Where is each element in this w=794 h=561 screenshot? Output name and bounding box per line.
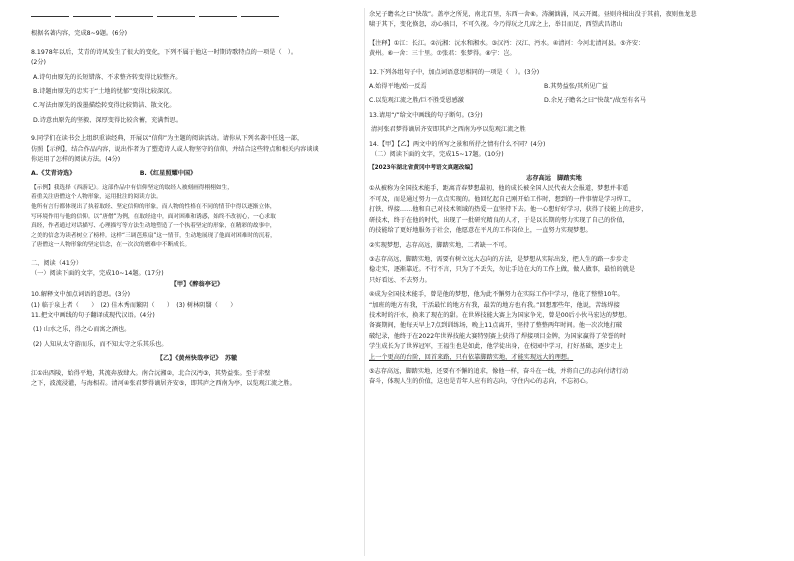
q13-sentence: 清河张君梦得谪居齐安即其庐之西南为亭以览观江流之胜 bbox=[371, 126, 526, 134]
article-line: ①从被称为全国技术能手，距离青春梦想最初，他的成长被全国人民代表大会报道，梦想并非遥 bbox=[369, 185, 629, 193]
q14-stem: 14.【甲】【乙】两文中的所写之景和所抒之情有什么不同？(4分) bbox=[369, 140, 546, 148]
subsection-heading: （一）阅读下面的文字，完成10~14题。(17分) bbox=[31, 270, 164, 278]
example-line: 了唐僧这一人物形象的坚定信念，在一次次的磨难中不断成长。 bbox=[31, 242, 191, 249]
q11-stem: 11.把文中画线的句子翻译成现代汉语。(4分) bbox=[31, 312, 155, 320]
q12-option-c: C.以览观江流之胜/巨不胜受恩感激 bbox=[369, 97, 464, 105]
example-line: 写环境作用与他的信仰。以“唐僧”为例，在取经途中，面对困难和诱惑，始终不改初心，一心求取 bbox=[31, 213, 276, 220]
passage-yi-line: 之下，波流浸灌，与海相若。清河④张君梦得谪居齐安⑤，即其庐之西南为亭，以览观江流之胜。 bbox=[31, 380, 296, 388]
q10-items: (1) 临于泉上者（ ） (2) 佳木秀而繁阴（ ） (3) 树林阴翳（ ） bbox=[31, 301, 237, 309]
q8-option-b: B.诗题由原先的忠实于“土地的忧郁”变得比较深沉。 bbox=[33, 88, 176, 96]
article-line: 破纪录，他终于在2022年世界技能大赛特别赛上获得了焊接项目金牌，为国家赢得了荣誉的时 bbox=[369, 332, 627, 340]
article-line: ③志存高远，脚踏实地，需要有树立远大志向的方法，是梦想从实际出发，把人生的路一步步走 bbox=[369, 255, 629, 263]
q12-option-b: B.其势益张/其所见广益 bbox=[544, 83, 608, 91]
passage-yi-line: 余兄子瞻名之曰“快哉”。盖亭之所见，南北百里，东西一舍⑥。涛澜汹涌，风云开阖。昼则舟楫出没于其前，夜则鱼龙悲 bbox=[369, 11, 697, 18]
q12-option-d: D.余兄子瞻名之曰“快哉”/故至有名马 bbox=[544, 97, 646, 105]
source-tag: 【2023年湖北省黄冈中考语文真题改编】 bbox=[369, 165, 476, 172]
example-line: 之美的信念为读者树立了榜样。这样“三调芭蕉扇”这一情节，生动地展现了他面对困难时的沉着， bbox=[31, 232, 276, 239]
article-line: 的技能给了更好地服务于社会，他愿意在平凡的工作岗位上，一直努力实现梦想。 bbox=[369, 227, 592, 235]
q9-line3: 你运用了怎样的阅读方法。(4分) bbox=[31, 156, 121, 164]
q8-score: (2分) bbox=[31, 59, 46, 67]
article-line: ④成为全国技术能手，曾是他的梦想，他为此不懈努力在实际工作中学习，他花了整整10年。 bbox=[369, 291, 624, 299]
example-line: 他所有言行都体现出了执着取经、坚定信仰的形象，而人物的性格在不同的情节中得以逐渐立体， bbox=[31, 204, 276, 211]
q8-option-c: C.写法由原先的泼墨描绘转变得比较简洁、散文化。 bbox=[33, 102, 176, 110]
subsection-heading: （二）阅读下面的文字，完成15~17题。(10分) bbox=[371, 151, 504, 159]
article-line: 只好看远、不去努力。 bbox=[369, 276, 431, 284]
example-line: 【示例】我选择《西游记》。这部作品中有信仰坚定的取经人被刻画得栩栩如生， bbox=[31, 184, 233, 191]
article-line: 稳走实，逐渐靠近。不行不言，只为了不丢失，勿让手边在大的工作上做，做人做事，最怕的就是 bbox=[369, 266, 636, 274]
q13-stem: 13.请用“/”给文中画线的句子断句。(3分) bbox=[369, 111, 483, 119]
article-line: 奋斗，体现人生的价值，这也是青年人应有的志向，守住内心的志向，不忘初心。 bbox=[369, 378, 592, 386]
q9-books bbox=[31, 169, 363, 179]
article-line: 研技术，终于在他的时代，出现了一批研究精良的人才，于是以长期的努力实现了自己的价值， bbox=[369, 216, 629, 224]
example-line: 真经，作者通过对话描写、心理描写等方法生动地塑造了一个执着坚定的形象，在精彩的故事中， bbox=[31, 223, 276, 230]
passage-yi-line: 啸于其下，变化倏忽，动心骇目，不可久视。今乃得玩之几席之上，举目而足，西望武昌诸山 bbox=[369, 21, 623, 29]
column-divider bbox=[364, 8, 365, 556]
q10-stem: 10.解释文中加点词语的意思。(3分) bbox=[31, 291, 131, 299]
article-line: 备赛期间，他每天早上7点到训练场，晚上11点离开，坚持了整整两年时间。他一次次地打破 bbox=[369, 322, 623, 330]
q12-options-ab bbox=[369, 82, 739, 92]
passage-title-yi: 【乙】《黄州快哉亭记》 苏辙 bbox=[156, 355, 238, 363]
q9-line2: 仿照【示例】，结合作品内容，说出作者为了塑造诗人或人物坚守的信仰，并结合这些特点和相关内容谈谈 bbox=[31, 145, 319, 153]
article-line: ②实现梦想，志存高远，脚踏实地，二者缺一不可。 bbox=[369, 241, 511, 249]
q11-item-1: (1) 山水之乐，得之心而寓之酒也。 bbox=[33, 326, 131, 334]
passage-title-jia: 【甲】《醉翁亭记》 bbox=[170, 280, 224, 288]
notes-line: 黄州。⑥一舍：三十里。⑦张君：张梦得。⑧宁：岂。 bbox=[369, 50, 516, 58]
article-line: “加班的地方有我，干活最忙的地方有我，最苦的地方也有我。”回想那些年，他说，苦练焊接 bbox=[369, 301, 620, 309]
article-line: 打铁、焊接……他和自己对技术领域的热爱一直坚持下去。他一心想好好学习，获得了技能上的进步， bbox=[369, 206, 648, 214]
article-title: 志存高远 脚踏实地 bbox=[526, 175, 582, 183]
book-option-b: B.《红星照耀中国》 bbox=[139, 170, 197, 178]
article-line: 不可及，而是通过努力一点点实现的。他回忆起自己刚开始工作时，想到的一件事情是学习焊工， bbox=[369, 195, 636, 203]
article-line-underlined: 上一个更高的台阶，回首来路，只有依靠脚踏实地，才能实现远大的理想。 bbox=[369, 353, 574, 361]
q11-item-2: (2) 人知从太守游而乐，而不知太守之乐其乐也。 bbox=[33, 340, 168, 348]
section-heading: 二、阅读（41分） bbox=[31, 260, 83, 268]
section-intro: 根据名著内容，完成8~9题。(6分) bbox=[31, 30, 128, 38]
q9-line1: 9.同学们在读书会上组织重读经典，开展以“信仰”为主题的阅读活动。请你从下列名著中任选一部， bbox=[31, 135, 304, 143]
q8-stem: 8.1978年以后，艾青的诗风发生了很大的变化，下列不属于他这一时期诗歌特点的一项是（ ）。 bbox=[31, 48, 298, 56]
notes-line: 【注释】①江：长江。②沅湘：沅水和湘水。③汉沔：汉江、沔水。④清河：今河北清河县。⑤齐安： bbox=[369, 39, 645, 47]
example-line: 着重关注唐僧这个人物形象，运用批注的阅读方法。 bbox=[31, 194, 162, 201]
q8-option-d: D.诗意由原先的坚毅、深厚变得比较含蓄，充满哲思。 bbox=[33, 116, 183, 124]
q12-option-a: A.始得平地/始一反焉 bbox=[369, 83, 427, 91]
q12-stem: 12.下列各组句子中，加点词语意思相同的一项是（ ）。(3分) bbox=[369, 68, 540, 76]
right-column bbox=[369, 10, 739, 388]
left-column bbox=[31, 10, 363, 390]
passage-yi-line: 江①出西陵，始得平地，其流奔放肆大。南合沅湘②，北合汉沔③，其势益张。至于赤壁 bbox=[31, 369, 271, 377]
q12-options-cd bbox=[369, 96, 739, 106]
article-line: 学生成长为了世界冠军，王福生也是如此，他学徒出身，在校园中学习，打好基础，逐步走上 bbox=[369, 343, 623, 351]
article-line: 技术时的汗水，换来了现在的甜。在世界技能大赛上为国家争光，曾是00后小伙马宏达的梦想。 bbox=[369, 311, 631, 319]
book-option-a: A.《艾青诗选》 bbox=[31, 170, 76, 178]
q8-option-a: A.诗句由原先的长短错落、不求整齐转变得比较整齐。 bbox=[33, 73, 182, 81]
fill-blank-line bbox=[31, 10, 363, 21]
article-line: ⑤志存高远，脚踏实地，还要有不懈的追求，像他一样，奋斗在一线，并将自己的志向付诸行动 bbox=[369, 367, 629, 375]
